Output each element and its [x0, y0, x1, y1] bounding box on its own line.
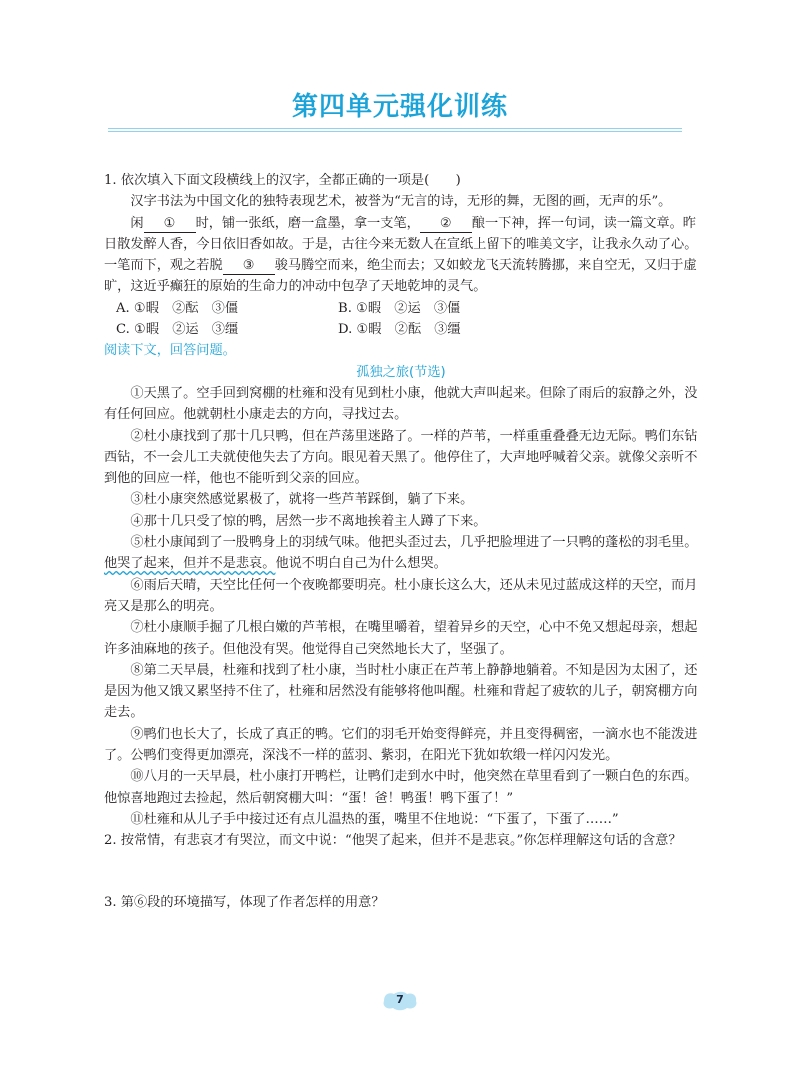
- paragraph-2: ②杜小康找到了那十几只鸭，但在芦荡里迷路了。一样的芦苇，一样重重叠叠无边无际。鸭们东钻西钻，不一会儿工夫就使他失去了方向。眼见着天黑了。他停住了，大声地呼喊着父亲。就像父亲听不到他的回应一样，他也不能听到父亲的回应。: [104, 428, 698, 487]
- blank-3: ③: [223, 258, 275, 275]
- paragraph-10: ⑩八月的一天早晨，杜小康打开鸭栏，让鸭们走到水中时，他突然在草里看到了一颗白色的东西。他惊喜地跑过去捡起，然后朝窝棚大叫：“蛋！爸！鸭蛋！鸭下蛋了！”: [104, 769, 698, 806]
- answer-options: [116, 298, 698, 341]
- marked-sentence: 他哭了起来，但并不是悲哀。: [104, 556, 276, 572]
- paragraph-3: ③杜小康突然感觉累极了，就将一些芦苇踩倒，躺了下来。: [130, 492, 474, 508]
- question-1-intro: 汉字书法为中国文化的独特表现艺术，被誉为“无言的诗，无形的舞，无图的画，无声的乐”。: [130, 194, 672, 210]
- blank-2: ②: [420, 216, 472, 233]
- paragraph-6: ⑥雨后天晴，天空比任何一个夜晚都要明亮。杜小康长这么大，还从未见过蓝成这样的天空，而月亮又是那么的明亮。: [104, 577, 698, 614]
- exercise-content: [104, 170, 698, 913]
- option-b: B. ①暇 ②运 ③僵: [338, 300, 461, 316]
- page-number: 7: [396, 993, 404, 1006]
- passage-title: 孤独之旅(节选): [356, 364, 446, 380]
- option-a: A. ①暇 ②酝 ③僵: [116, 300, 239, 316]
- paragraph-1: ①天黑了。空手回到窝棚的杜雍和没有见到杜小康，他就大声叫起来。但除了雨后的寂静之外，没有任何回应。他就朝杜小康走去的方向，寻找过去。: [104, 385, 698, 423]
- question-2: 2. 按常情，有悲哀才有哭泣，而文中说：“他哭了起来，但并不是悲哀。”你怎样理解这句话的含意？: [104, 833, 682, 849]
- paragraph-5: ⑤杜小康闻到了一股鸭身上的羽绒气味。他把头歪过去，几乎把脸埋进了一只鸭的蓬松的羽毛里。他哭了起来，但并不是悲哀。他说不明白自己为什么想哭。: [104, 535, 698, 572]
- blank-1: ①: [144, 216, 196, 233]
- question-3: 3. 第⑥段的环境描写，体现了作者怎样的用意？: [104, 894, 385, 910]
- reading-instruction: 阅读下文，回答问题。: [104, 343, 236, 359]
- question-1-passage: 闲 ① 时，铺一张纸，磨一盒墨，拿一支笔， ② 酿一下神，挥一句词，读一篇文章。昨日散发醉人香，今日依旧香如故。于是，古往今来无数人在宣纸上留下的唯美文字，让我永久动了心。一笔而下，观之若脱 ③ 骏马腾空而来，绝尘而去；又如蛟龙飞天流转腾挪，来自空无，又归于虚旷，这近乎癫狂的原始的生命力的冲动中包孕了天地乾坤的灵气。: [104, 215, 698, 295]
- paragraph-4: ④那十几只受了惊的鸭，居然一步不离地挨着主人蹲了下来。: [130, 513, 487, 529]
- paragraph-9: ⑨鸭们也长大了，长成了真正的鸭。它们的羽毛开始变得鲜亮，并且变得稠密，一滴水也不能泼进了。公鸭们变得更加漂亮，深浅不一样的蓝羽、紫羽，在阳光下犹如软缎一样闪闪发光。: [104, 726, 698, 764]
- title-rule-bottom: [108, 131, 682, 132]
- question-1-stem: 1. 依次填入下面文段横线上的汉字，全都正确的一项是( ): [104, 173, 461, 188]
- option-d: D. ①暇 ②酝 ③缰: [338, 322, 461, 338]
- answer-space-2: [104, 852, 698, 892]
- paragraph-7: ⑦杜小康顺手掘了几根白嫩的芦苇根，在嘴里嚼着，望着异乡的天空，心中不免又想起母亲，想起许多油麻地的孩子。但他没有哭。他觉得自己突然地长大了，坚强了。: [104, 620, 698, 657]
- title-rule-top: [108, 128, 682, 129]
- page-number-badge: [380, 990, 420, 1012]
- option-c: C. ①暇 ②运 ③缰: [116, 322, 239, 338]
- page-title: 第四单元强化训练: [291, 92, 508, 122]
- paragraph-8: ⑧第二天早晨，杜雍和找到了杜小康，当时杜小康正在芦苇上静静地躺着。不知是因为太困了，还是因为他又饿又累坚持不住了，杜雍和居然没有能够将他叫醒。杜雍和背起了疲软的儿子，朝窝棚方向走去。: [104, 662, 698, 721]
- paragraph-11: ⑪杜雍和从儿子手中接过还有点儿温热的蛋，嘴里不住地说：“下蛋了，下蛋了……”: [130, 811, 619, 827]
